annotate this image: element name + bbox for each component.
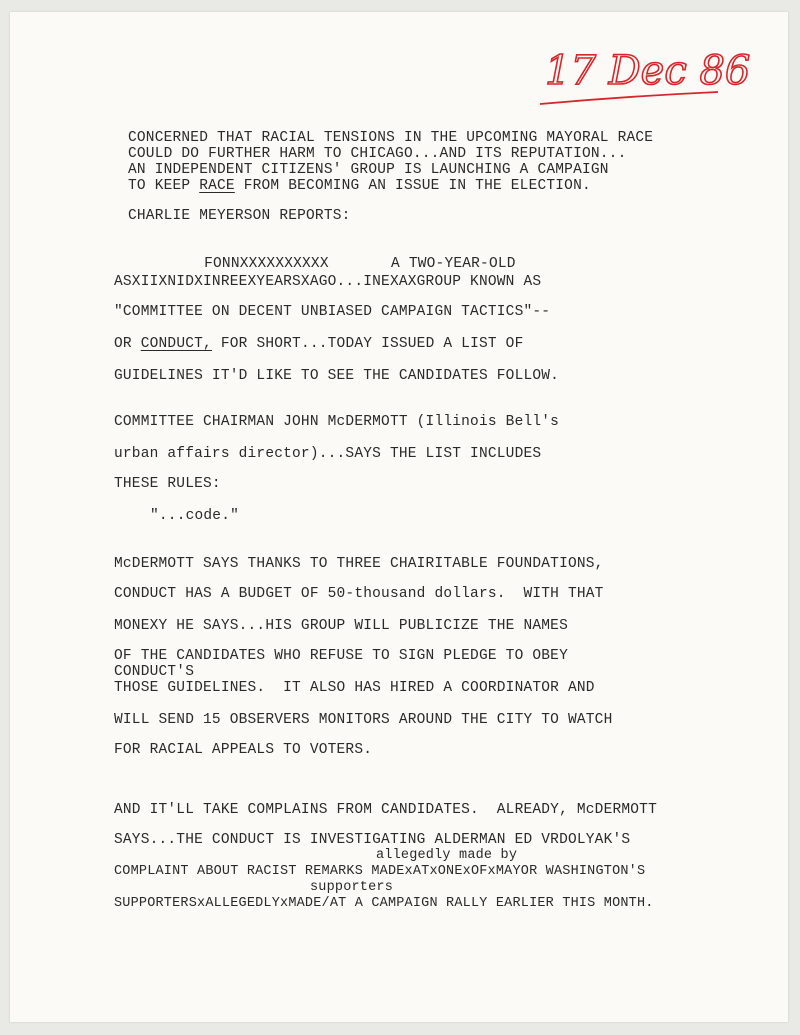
handwritten-date-text: 17 Dec 86	[545, 48, 751, 94]
header-line-2: COULD DO FURTHER HARM TO CHICAGO...AND ITS REPUTATION...	[128, 146, 627, 162]
body-line-13-insert: CONDUCT'S	[114, 664, 195, 680]
body-line-17: AND IT'LL TAKE COMPLAINS FROM CANDIDATES. ALREADY, McDERMOTT	[114, 802, 657, 818]
body-line-19: COMPLAINT ABOUT RACIST REMARKS MADExATxONExOFxMAYOR WASHINGTON'S	[114, 864, 646, 879]
body-line-16: FOR RACIAL APPEALS TO VOTERS.	[114, 742, 373, 758]
reporter-line: CHARLIE MEYERSON REPORTS:	[128, 208, 351, 224]
body-line-7: urban affairs director)...SAYS THE LIST INCLUDES	[114, 446, 542, 462]
body-line-20: SUPPORTERSxALLEGEDLYxMADE/AT A CAMPAIGN RALLY EARLIER THIS MONTH.	[114, 896, 654, 911]
body-line-8: THESE RULES:	[114, 476, 221, 492]
body-line-3: "COMMITTEE ON DECENT UNBIASED CAMPAIGN TACTICS"--	[114, 304, 551, 320]
body-line-11: CONDUCT HAS A BUDGET OF 50-thousand dollars. WITH THAT	[114, 586, 604, 602]
body-line-15: WILL SEND 15 OBSERVERS MONITORS AROUND THE CITY TO WATCH	[114, 712, 613, 728]
header-line-1: CONCERNED THAT RACIAL TENSIONS IN THE UPCOMING MAYORAL RACE	[128, 130, 654, 146]
body-line-2: ASXIIXNIDXINREEXYEARSXAGO...INEXAXGROUP KNOWN AS	[114, 274, 542, 290]
document-page	[10, 12, 788, 1022]
handwritten-date-note	[540, 34, 751, 114]
body-line-14: THOSE GUIDELINES. IT ALSO HAS HIRED A COORDINATOR AND	[114, 680, 595, 696]
body-line-13: OF THE CANDIDATES WHO REFUSE TO SIGN PLEDGE TO OBEY	[114, 648, 568, 664]
body-line-1: FONNXXXXXXXXXX A TWO-YEAR-OLD	[124, 256, 516, 272]
body-line-12: MONEXY HE SAYS...HIS GROUP WILL PUBLICIZE THE NAMES	[114, 618, 568, 634]
body-line-6: COMMITTEE CHAIRMAN JOHN McDERMOTT (Illinois Bell's	[114, 414, 560, 430]
body-line-20-insert: supporters	[310, 880, 394, 895]
header-line-4: TO KEEP RACE FROM BECOMING AN ISSUE IN THE ELECTION.	[128, 178, 591, 194]
body-line-4: OR CONDUCT, FOR SHORT...TODAY ISSUED A LIST OF	[114, 336, 524, 352]
underlined-word-conduct: CONDUCT,	[140, 336, 212, 352]
header-line-3: AN INDEPENDENT CITIZENS' GROUP IS LAUNCHING A CAMPAIGN	[128, 162, 609, 178]
body-line-19-insert: allegedly made by	[376, 848, 518, 863]
body-line-5: GUIDELINES IT'D LIKE TO SEE THE CANDIDATES FOLLOW.	[114, 368, 560, 384]
body-line-18: SAYS...THE CONDUCT IS INVESTIGATING ALDERMAN ED VRDOLYAK'S	[114, 832, 631, 848]
body-line-10: McDERMOTT SAYS THANKS TO THREE CHAIRITABLE FOUNDATIONS,	[114, 556, 604, 572]
body-line-9: "...code."	[150, 508, 240, 524]
underlined-word-race: RACE	[199, 178, 235, 194]
